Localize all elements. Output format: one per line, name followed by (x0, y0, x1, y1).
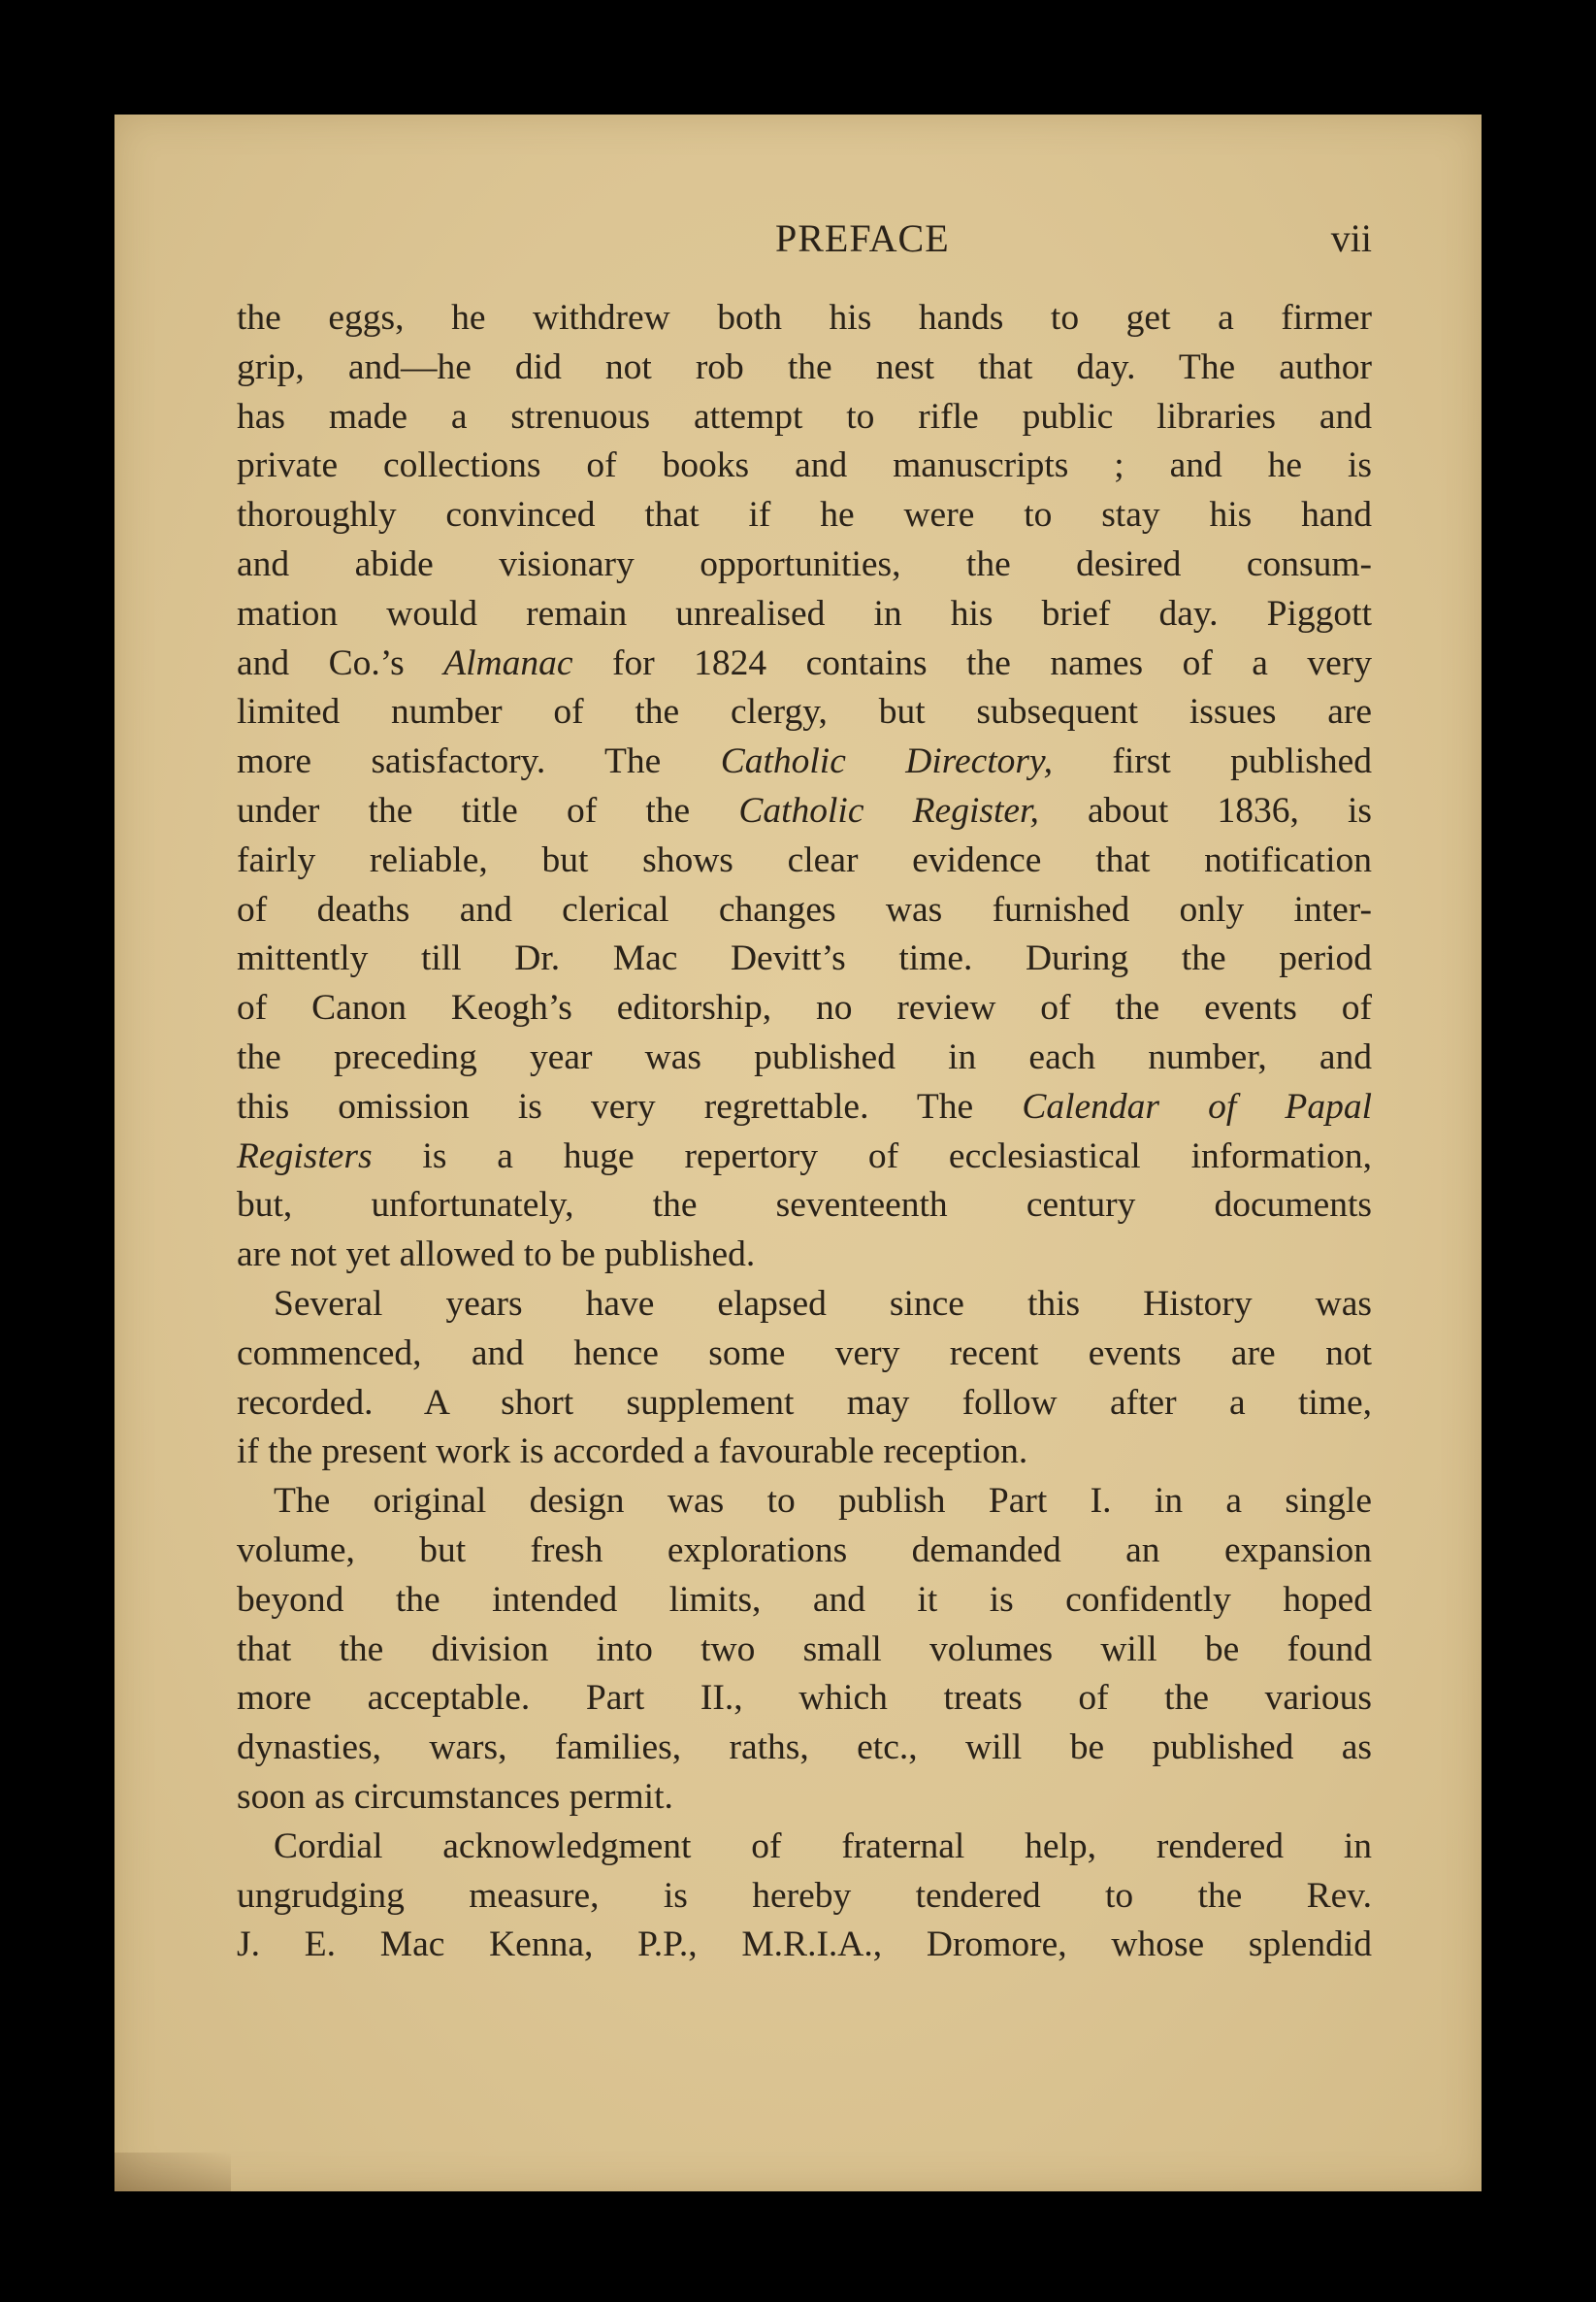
text-segment: Cordial acknowledgment of fraternal help, rendered in (274, 1825, 1372, 1866)
text-line (237, 1428, 1372, 1477)
text-line (237, 1773, 1372, 1823)
text-segment: dynasties, wars, families, raths, etc., will be published as (237, 1727, 1372, 1768)
text-segment: soon as circumstances permit. (237, 1776, 673, 1817)
text-line (237, 1527, 1372, 1576)
text-segment: mation would remain unrealised in his brief day. Piggott (237, 593, 1372, 634)
text-line (237, 837, 1372, 886)
text-line (237, 1330, 1372, 1379)
text-line (237, 1921, 1372, 1970)
text-segment: commenced, and hence some very recent events are not (237, 1332, 1372, 1373)
text-line (237, 393, 1372, 443)
body-text (237, 294, 1372, 1970)
text-segment: and Co.’s (237, 642, 444, 683)
text-line (237, 1133, 1372, 1182)
text-line (237, 1674, 1372, 1724)
text-segment: more satisfactory. The (237, 741, 721, 782)
text-segment: and abide visionary opportunities, the desired consum- (237, 543, 1372, 584)
text-segment: beyond the intended limits, and it is confidently hoped (237, 1579, 1372, 1620)
text-line (237, 1280, 1372, 1330)
text-segment: are not yet allowed to be published. (237, 1234, 756, 1275)
italic-title: Catholic Directory, (720, 741, 1053, 782)
book-page (114, 115, 1482, 2191)
text-segment: grip, and—he did not rob the nest that day. The author (237, 346, 1372, 387)
text-line (237, 344, 1372, 393)
text-segment: mittently till Dr. Mac Devitt’s time. During the period (237, 938, 1372, 979)
text-line (237, 1626, 1372, 1675)
text-line (237, 491, 1372, 541)
text-segment: thoroughly convinced that if he were to stay his hand (237, 495, 1372, 536)
text-line (237, 1724, 1372, 1773)
text-line (237, 1083, 1372, 1133)
text-segment: ungrudging measure, is hereby tendered to the Rev. (237, 1875, 1372, 1916)
text-segment: has made a strenuous attempt to rifle public libraries and (237, 396, 1372, 437)
text-line (237, 590, 1372, 640)
text-line (237, 1823, 1372, 1872)
text-segment: if the present work is accorded a favourable reception. (237, 1431, 1028, 1472)
text-line (237, 442, 1372, 491)
italic-title: Registers (237, 1135, 373, 1176)
text-line (237, 984, 1372, 1034)
text-segment: private collections of books and manuscripts ; and he is (237, 445, 1372, 486)
text-segment: for 1824 contains the names of a very (572, 642, 1373, 683)
text-segment: The original design was to publish Part I. in a single (274, 1481, 1372, 1522)
text-line (237, 1477, 1372, 1527)
text-segment: under the title of the (237, 790, 739, 831)
text-segment: fairly reliable, but shows clear evidence that notification (237, 839, 1372, 880)
text-segment: more acceptable. Part II., which treats of the various (237, 1678, 1372, 1719)
text-line (237, 1379, 1372, 1429)
text-line (237, 1872, 1372, 1922)
running-header (237, 215, 1372, 274)
text-segment: volume, but fresh explorations demanded an expansion (237, 1529, 1372, 1570)
text-line (237, 294, 1372, 344)
italic-title: Calendar of Papal (1022, 1086, 1372, 1127)
text-line (237, 787, 1372, 837)
text-line (237, 1181, 1372, 1231)
text-segment: that the division into two small volumes will be found (237, 1628, 1372, 1669)
text-segment: limited number of the clergy, but subsequent issues are (237, 692, 1372, 733)
text-line (237, 935, 1372, 984)
text-line (237, 886, 1372, 936)
text-segment: the preceding year was published in each number, and (237, 1036, 1372, 1077)
text-segment: J. E. Mac Kenna, P.P., M.R.I.A., Dromore, whose splendid (237, 1924, 1372, 1965)
text-line (237, 738, 1372, 787)
text-segment: this omission is very regrettable. The (237, 1086, 1023, 1127)
text-line (237, 1576, 1372, 1626)
text-segment: but, unfortunately, the seventeenth century documents (237, 1185, 1372, 1226)
text-line (237, 1231, 1372, 1280)
text-segment: of deaths and clerical changes was furnished only inter- (237, 889, 1372, 930)
text-line (237, 541, 1372, 590)
text-segment: recorded. A short supplement may follow after a time, (237, 1382, 1372, 1423)
text-segment: is a huge repertory of ecclesiastical information, (372, 1135, 1372, 1176)
page-edge-shadow (114, 2153, 231, 2191)
page-title: PREFACE (775, 216, 950, 260)
text-segment: of Canon Keogh’s editorship, no review of the events of (237, 988, 1372, 1029)
text-line (237, 1034, 1372, 1083)
italic-title: Almanac (443, 642, 573, 683)
text-segment: first published (1052, 741, 1373, 782)
text-segment: Several years have elapsed since this History was (274, 1283, 1372, 1324)
italic-title: Catholic Register, (738, 790, 1039, 831)
text-segment: about 1836, is (1038, 790, 1372, 831)
page-number: vii (1330, 216, 1372, 260)
text-line (237, 688, 1372, 738)
text-segment: the eggs, he withdrew both his hands to get a firmer (237, 298, 1372, 338)
text-line (237, 640, 1372, 689)
